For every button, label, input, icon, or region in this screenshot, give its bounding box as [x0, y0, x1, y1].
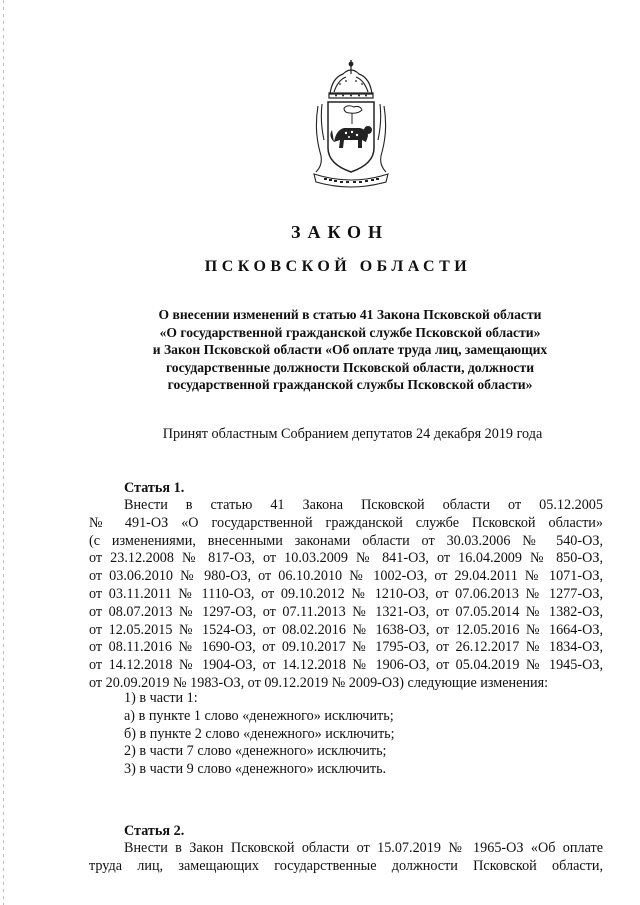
heading-line: О внесении изменений в статью 41 Закона Псковской области — [158, 307, 542, 322]
article-1-line: от 23.12.2008 № 817-ОЗ, от 10.03.2009 № 841-ОЗ, от 16.04.2009 № 850-ОЗ, — [89, 550, 603, 567]
article-1-line: Внести в статью 41 Закона Псковской области от 05.12.2005 — [124, 497, 603, 513]
list-item: б) в пункте 2 слово «денежного» исключить; — [124, 725, 395, 742]
heading-line: государственной гражданской службы Псковской области» — [167, 377, 533, 392]
article-1-line: № 491-ОЗ «О государственной гражданской службе Псковской области» — [89, 514, 603, 531]
scan-edge — [3, 0, 4, 905]
heading-line: и Закон Псковской области «Об оплате труда лиц, замещающих — [152, 342, 548, 357]
article-2-line: Внести в Закон Псковской области от 15.07.2019 № 1965-ОЗ «Об оплате — [124, 840, 603, 856]
list-item: 3) в части 9 слово «денежного» исключить. — [124, 761, 387, 778]
law-title: ЗАКОН — [290, 222, 390, 242]
article-1-line: от 08.11.2016 № 1690-ОЗ, от 09.10.2017 № 1795-ОЗ, от 26.12.2017 № 1834-ОЗ, — [89, 639, 603, 656]
law-heading — [100, 306, 600, 394]
article-2-title: Статья 2. — [124, 823, 185, 839]
article-1-body — [89, 497, 603, 693]
article-1-line: от 14.12.2018 № 1904-ОЗ, от 14.12.2018 № 1906-ОЗ, от 05.04.2019 № 1945-ОЗ, — [89, 657, 603, 674]
list-item: 2) в части 7 слово «денежного» исключить; — [124, 743, 387, 760]
article-1-title: Статья 1. — [124, 480, 185, 496]
article-1-line: от 12.05.2015 № 1524-ОЗ, от 08.02.2016 № 1638-ОЗ, от 12.05.2016 № 1664-ОЗ, — [89, 621, 603, 638]
heading-line: «О государственной гражданской службе Псковской области» — [159, 324, 541, 340]
coat-of-arms-icon — [310, 60, 392, 190]
article-1-items — [124, 690, 395, 779]
article-1-line: (с изменениями, внесенными законами области от 30.03.2006 № 540-ОЗ, — [89, 532, 603, 549]
list-item: 1) в части 1: — [124, 690, 198, 706]
heading-line: государственные должности Псковской области, должности — [165, 359, 535, 375]
article-2-line: труда лиц, замещающих государственные должности Псковской области, — [89, 857, 603, 874]
adoption-statement: Принят областным Собранием депутатов 24 декабря 2019 года — [162, 426, 543, 442]
article-1-line: от 03.11.2011 № 1110-ОЗ, от 09.10.2012 № 1210-ОЗ, от 07.06.2013 № 1277-ОЗ, — [89, 585, 603, 602]
article-1-line: от 08.07.2013 № 1297-ОЗ, от 07.11.2013 № 1321-ОЗ, от 07.05.2014 № 1382-ОЗ, — [89, 603, 603, 620]
article-2-body — [89, 840, 603, 876]
list-item: а) в пункте 1 слово «денежного» исключить; — [124, 707, 394, 724]
region-title: ПСКОВСКОЙ ОБЛАСТИ — [204, 258, 472, 275]
article-1-line: от 20.09.2019 № 1983-ОЗ, от 09.12.2019 № 2009-ОЗ) следующие изменения: — [89, 674, 549, 691]
article-1-line: от 03.06.2010 № 980-ОЗ, от 06.10.2010 № 1002-ОЗ, от 29.04.2011 № 1071-ОЗ, — [89, 568, 603, 585]
